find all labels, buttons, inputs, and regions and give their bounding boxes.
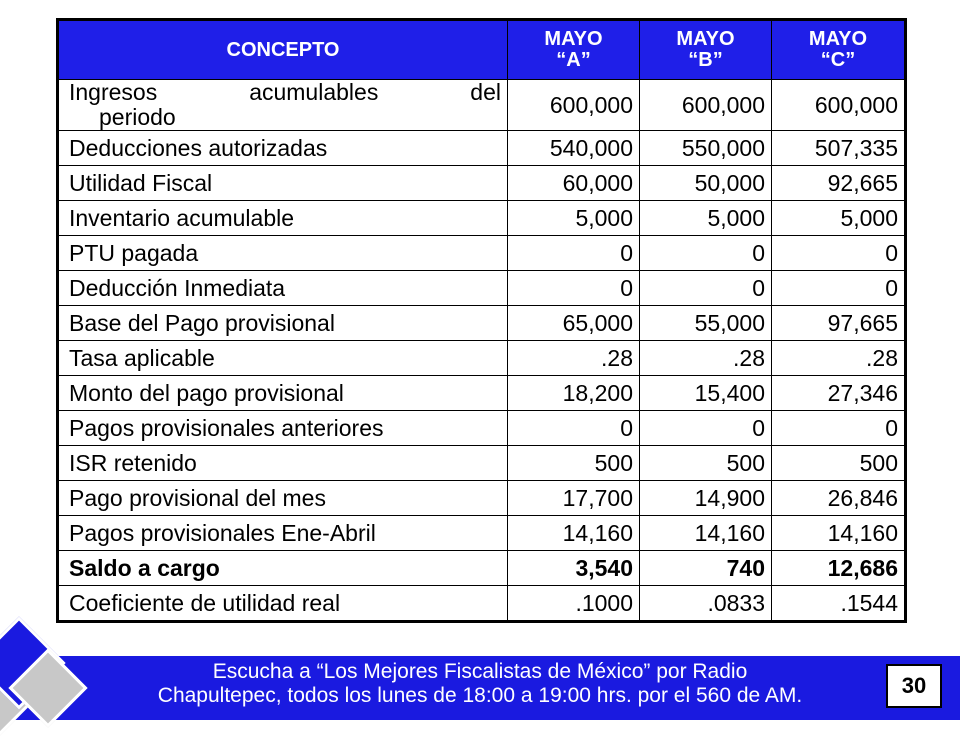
table-row [58, 236, 906, 271]
value-b: 600,000 [640, 80, 772, 131]
value-a: 18,200 [508, 376, 640, 411]
value-b: 50,000 [640, 166, 772, 201]
value-c: 27,346 [772, 376, 906, 411]
value-b: 55,000 [640, 306, 772, 341]
table-row [58, 306, 906, 341]
table-row [58, 446, 906, 481]
concept-cell: Base del Pago provisional [58, 306, 508, 341]
value-a: .28 [508, 341, 640, 376]
value-c: .1544 [772, 586, 906, 622]
table-row [58, 586, 906, 622]
value-c: 26,846 [772, 481, 906, 516]
table-row-saldo [58, 551, 906, 586]
table-row [58, 201, 906, 236]
value-a: 65,000 [508, 306, 640, 341]
table-row [58, 411, 906, 446]
concept-cell: Monto del pago provisional [58, 376, 508, 411]
value-b: 14,160 [640, 516, 772, 551]
fiscal-table [56, 18, 907, 623]
value-c: 14,160 [772, 516, 906, 551]
value-c: .28 [772, 341, 906, 376]
header-mayo-a: MAYO “A” [508, 20, 640, 80]
value-c: 0 [772, 411, 906, 446]
value-b: 0 [640, 271, 772, 306]
header-concepto: CONCEPTO [58, 20, 508, 80]
value-a: 0 [508, 271, 640, 306]
value-c: 97,665 [772, 306, 906, 341]
concept-cell: Coeficiente de utilidad real [58, 586, 508, 622]
value-a: 14,160 [508, 516, 640, 551]
concept-cell: Pagos provisionales anteriores [58, 411, 508, 446]
value-a: 540,000 [508, 131, 640, 166]
concept-cell: ISR retenido [58, 446, 508, 481]
value-c: 12,686 [772, 551, 906, 586]
value-a: 5,000 [508, 201, 640, 236]
value-c: 5,000 [772, 201, 906, 236]
value-b: 550,000 [640, 131, 772, 166]
header-mayo-c: MAYO “C” [772, 20, 906, 80]
value-a: 3,540 [508, 551, 640, 586]
header-row [58, 20, 906, 80]
concept-cell: Saldo a cargo [58, 551, 508, 586]
table-row [58, 341, 906, 376]
value-a: 0 [508, 236, 640, 271]
concept-cell: Ingresos acumulables del periodo [58, 80, 508, 131]
concept-cell: Deducción Inmediata [58, 271, 508, 306]
page-number: 30 [886, 664, 942, 708]
value-a: 17,700 [508, 481, 640, 516]
header-mayo-b: MAYO “B” [640, 20, 772, 80]
value-a: 500 [508, 446, 640, 481]
value-c: 600,000 [772, 80, 906, 131]
value-b: 740 [640, 551, 772, 586]
value-a: 60,000 [508, 166, 640, 201]
table-row [58, 516, 906, 551]
footer-line-2: Chapultepec, todos los lunes de 18:00 a 19:00 hrs. por el 560 de AM. [157, 684, 803, 707]
table-row [58, 481, 906, 516]
value-b: .28 [640, 341, 772, 376]
concept-cell: PTU pagada [58, 236, 508, 271]
value-b: 0 [640, 411, 772, 446]
value-b: 5,000 [640, 201, 772, 236]
table-row [58, 80, 906, 131]
concept-cell: Pagos provisionales Ene-Abril [58, 516, 508, 551]
value-c: 92,665 [772, 166, 906, 201]
value-a: 600,000 [508, 80, 640, 131]
value-a: .1000 [508, 586, 640, 622]
value-b: 500 [640, 446, 772, 481]
concept-cell: Pago provisional del mes [58, 481, 508, 516]
value-c: 507,335 [772, 131, 906, 166]
concept-cell: Inventario acumulable [58, 201, 508, 236]
concept-cell: Tasa aplicable [58, 341, 508, 376]
value-a: 0 [508, 411, 640, 446]
value-b: 15,400 [640, 376, 772, 411]
footer-line-1: Escucha a “Los Mejores Fiscalistas de México” por Radio [212, 660, 748, 683]
table-row [58, 131, 906, 166]
concept-cell: Deducciones autorizadas [58, 131, 508, 166]
value-c: 0 [772, 271, 906, 306]
table-row [58, 271, 906, 306]
footer-text [60, 660, 900, 708]
value-c: 500 [772, 446, 906, 481]
value-c: 0 [772, 236, 906, 271]
table-row [58, 166, 906, 201]
value-b: 0 [640, 236, 772, 271]
concept-cell: Utilidad Fiscal [58, 166, 508, 201]
value-b: 14,900 [640, 481, 772, 516]
table-row [58, 376, 906, 411]
value-b: .0833 [640, 586, 772, 622]
